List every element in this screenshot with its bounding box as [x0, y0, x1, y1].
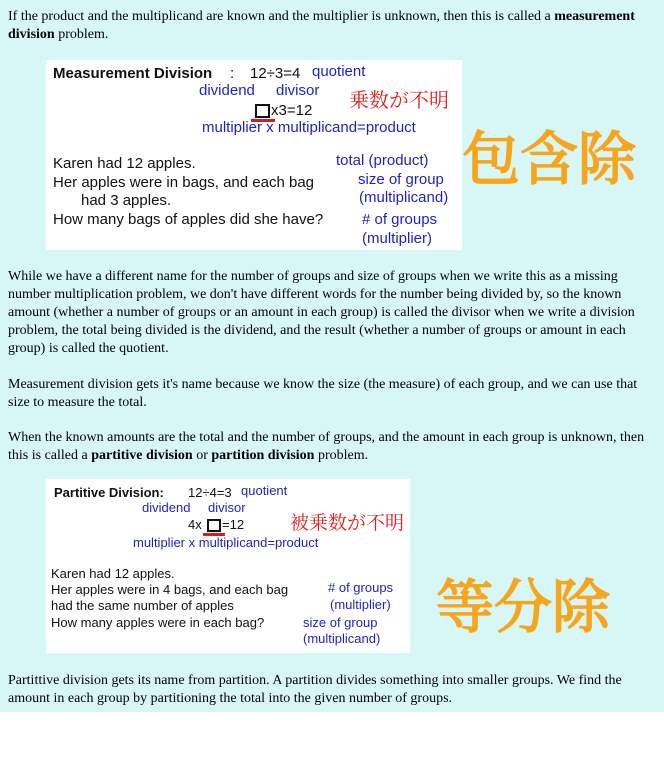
side-label: (multiplier) — [330, 597, 391, 612]
term-measurement-division: measurement division — [8, 9, 635, 42]
quotient-label: quotient — [312, 63, 366, 80]
divisor-label: divisor — [208, 500, 246, 515]
measurement-name-paragraph: Measurement division gets it's name because we know the size (the measure) of each group, and we can use that size to measure the total. — [8, 377, 638, 410]
story-line: How many apples were in each bag? — [51, 615, 265, 630]
story-line: How many bags of apples did she have? — [53, 211, 324, 228]
partitive-division-figure: Partitive Division: 12÷4=3 quotient dividend divisor 4x =12 被乗数が不明 multiplier x multiplicand=product Karen had 12 apples. Her apples were in 4 bags, and each bag had the same number of apples How many apples were in each bag? # of groups (multiplier) size of group (multiplicand) — [46, 479, 410, 653]
dividend-label: dividend — [142, 500, 191, 515]
formula-label: multiplier x multiplicand=product — [202, 119, 416, 136]
side-label: # of groups — [328, 580, 394, 595]
partitive-kanji-label: 等分除 — [436, 573, 611, 641]
japanese-note: 乗数が不明 — [349, 90, 449, 112]
measurement-kanji-label: 包含除 — [462, 125, 637, 193]
divisor-paragraph: While we have a different name for the number of groups and size of groups when we write this as a missing number multiplication problem, we don't have different words for the number being divided by, so the known amount (whether a number of groups or an amount in each group) is called the divisor when we write a division problem, the total being divided is the dividend, and the result (whether a number of groups or amount in each group) is called the quotient. — [8, 269, 635, 356]
partitive-equation: 12÷4=3 — [188, 485, 232, 500]
measurement-title: Measurement Division — [53, 65, 213, 82]
side-label: total (product) — [336, 152, 429, 169]
side-label: (multiplicand) — [303, 631, 381, 646]
side-label: size of group — [358, 171, 444, 188]
term-partition-division: partition division — [211, 448, 315, 463]
japanese-note: 被乗数が不明 — [290, 513, 405, 534]
partitive-intro-paragraph: When the known amounts are the total and the number of groups, and the amount in each group is unknown, then this is called a partitive division or partition division problem. — [8, 430, 645, 463]
side-label: size of group — [303, 615, 378, 630]
term-partitive-division: partitive division — [91, 448, 193, 463]
intro-paragraph: If the product and the multiplicand are known and the multiplier is unknown, then this is called a measurement division problem. — [8, 9, 635, 42]
divisor-label: divisor — [276, 82, 320, 99]
story-line: Her apples were in 4 bags, and each bag — [51, 582, 289, 597]
partitive-title: Partitive Division: — [54, 485, 164, 500]
dividend-label: dividend — [199, 82, 255, 99]
unknown-box — [255, 104, 270, 118]
measurement-division-figure: Measurement Division : 12÷3=4 quotient dividend divisor x3=12 乗数が不明 multiplier x multiplicand=product Karen had 12 apples. Her apples were in bags, and each bag had 3 apples. How many bags of apples did she have? total (product) size of group (multiplicand) # of groups (multiplier) — [46, 60, 462, 250]
side-label: (multiplier) — [362, 230, 433, 247]
story-line: had 3 apples. — [81, 192, 172, 209]
unknown-box — [207, 519, 221, 532]
side-label: (multiplicand) — [359, 189, 449, 206]
measurement-equation: 12÷3=4 — [250, 65, 301, 82]
story-line: Karen had 12 apples. — [53, 155, 196, 172]
partition-paragraph: Partittive division gets its name from partition. A partition divides something into smaller groups. We find the amount in each group by partitioning the total into the given number of groups. — [8, 673, 622, 706]
side-label: # of groups — [362, 211, 438, 228]
missing-number-equation: x3=12 — [271, 102, 313, 119]
formula-label: multiplier x multiplicand=product — [133, 535, 319, 550]
story-line: Karen had 12 apples. — [51, 566, 175, 581]
story-line: Her apples were in bags, and each bag — [53, 174, 315, 191]
story-line: had the same number of apples — [51, 598, 234, 613]
quotient-label: quotient — [241, 483, 288, 498]
